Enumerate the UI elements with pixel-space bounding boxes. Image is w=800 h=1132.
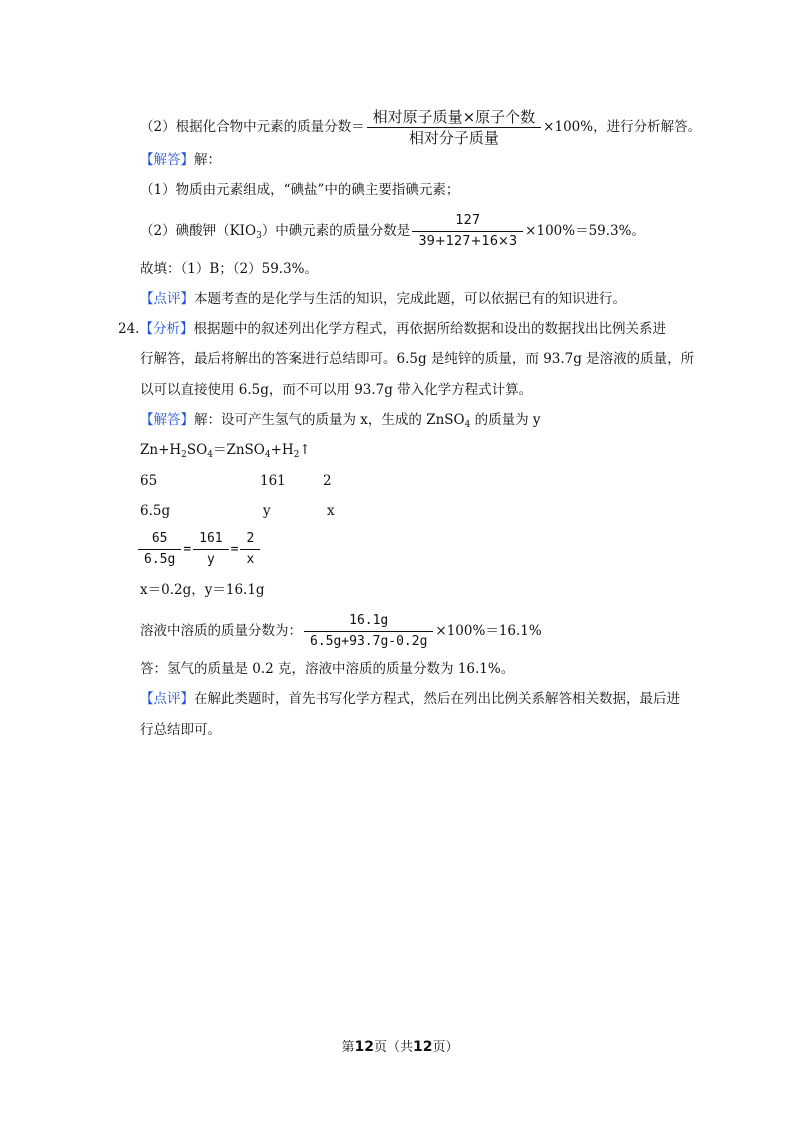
eq-sub: 4 xyxy=(264,450,271,460)
footer-text: 页（共 xyxy=(373,1040,413,1055)
mass-fraction-formula xyxy=(367,108,542,147)
analysis-tag: 【分析】 xyxy=(139,321,194,337)
chemical-equation xyxy=(140,441,311,459)
final-answer: 答：氢气的质量是 0.2 克，溶液中溶质的质量分数为 16.1%。 xyxy=(140,661,515,677)
solute-fraction-line xyxy=(140,612,542,651)
comment-2-line-1 xyxy=(140,690,680,708)
answer-header-2 xyxy=(140,411,541,429)
eq-part: ↑ xyxy=(299,442,311,458)
ratio-2-den: y xyxy=(206,552,215,567)
total-pages: 12 xyxy=(413,1039,433,1055)
answer-1-part-2 xyxy=(140,212,645,251)
question-number: 24. xyxy=(118,321,140,337)
q24-analysis-line-2: 行解答，最后将解出的答案进行总结即可。6.5g 是纯锌的质量，而 93.7g 是溶液的质量，所 xyxy=(140,351,695,367)
result-line: x＝0.2g，y＝16.1g xyxy=(140,582,265,598)
analysis-text-1: 根据题中的叙述列出化学方程式，再依据所给数据和设出的数据找出比例关系进 xyxy=(193,321,666,337)
page-footer xyxy=(0,1036,800,1055)
solute-denominator: 6.5g+93.7g-0.2g xyxy=(310,634,428,649)
answer-text: 解： xyxy=(194,152,221,168)
solute-result: ×100%＝16.1% xyxy=(435,623,542,639)
kio3-text: （2）碘酸钾（KIO xyxy=(140,223,257,239)
answer-1-fill: 故填：（1）B；（2）59.3%。 xyxy=(140,261,318,277)
q24-analysis-line-3: 以可以直接使用 6.5g，而不可以用 93.7g 带入化学方程式计算。 xyxy=(140,382,533,398)
iodine-fraction-label: ）中碘元素的质量分数是 xyxy=(261,223,411,239)
iodine-fraction-result: ×100%＝59.3%。 xyxy=(525,223,645,239)
given-mass-c1: 6.5g xyxy=(140,503,171,519)
answer-header-1 xyxy=(140,151,221,169)
equals-sign: = xyxy=(230,542,239,557)
ratio-2-num: 161 xyxy=(193,530,228,550)
answer-tag: 【解答】 xyxy=(140,152,194,168)
iodine-fraction-numerator: 127 xyxy=(412,212,523,232)
formula-suffix: ×100%，进行分析解答。 xyxy=(543,119,702,135)
solute-prefix: 溶液中溶质的质量分数为： xyxy=(140,623,302,639)
formula-mass-fraction-line xyxy=(140,108,701,147)
ratio-fraction-3 xyxy=(240,530,260,569)
ratio-3-den: x xyxy=(246,552,255,567)
answer-tag: 【解答】 xyxy=(140,412,194,428)
answer-2-text: 解：设可产生氢气的质量为 x，生成的 ZnSO xyxy=(194,412,465,428)
eq-sub: 2 xyxy=(181,450,187,460)
answer-1-part-1: （1）物质由元素组成，“碘盐”中的碘主要指碘元素； xyxy=(140,182,460,198)
proportion xyxy=(136,530,262,569)
eq-sub: 2 xyxy=(293,450,300,460)
eq-part: Zn+H xyxy=(140,442,182,458)
comment-2-line-2: 行总结即可。 xyxy=(140,722,221,738)
formula-denominator: 相对分子质量 xyxy=(408,129,499,147)
comment-1 xyxy=(140,290,626,308)
iodine-fraction xyxy=(412,212,523,251)
ratio-fraction-1 xyxy=(138,530,181,569)
iodine-fraction-denominator: 39+127+16×3 xyxy=(418,234,518,249)
ratio-1-den: 6.5g xyxy=(144,552,176,567)
comment-2-text: 在解此类题时，首先书写化学方程式，然后在列出比例关系解答相关数据，最后进 xyxy=(194,691,680,707)
znso4-subscript: 4 xyxy=(464,420,471,430)
eq-sub: 4 xyxy=(207,450,213,460)
ratio-1-num: 65 xyxy=(138,530,181,550)
equals-sign: = xyxy=(183,542,192,557)
formula-numerator: 相对原子质量×原子个数 xyxy=(367,108,542,128)
ratio-3-num: 2 xyxy=(240,530,260,550)
comment-text: 本题考查的是化学与生活的知识，完成此题，可以依据已有的知识进行。 xyxy=(194,291,626,307)
eq-part: SO xyxy=(186,442,208,458)
eq-part: ＝ZnSO xyxy=(212,442,265,458)
q24-analysis-line-1 xyxy=(118,320,666,338)
footer-text: 页） xyxy=(432,1040,459,1055)
footer-text: 第 xyxy=(341,1040,355,1055)
relative-mass-c1: 65 xyxy=(140,473,158,489)
formula-prefix: （2）根据化合物中元素的质量分数＝ xyxy=(140,119,365,135)
eq-part: +H xyxy=(270,442,294,458)
comment-tag: 【点评】 xyxy=(140,691,194,707)
kio3-subscript: 3 xyxy=(256,231,262,241)
relative-mass-c3: 2 xyxy=(323,473,332,489)
given-mass-c2: y xyxy=(263,503,271,519)
comment-tag: 【点评】 xyxy=(140,291,194,307)
solute-numerator: 16.1g xyxy=(304,612,433,632)
answer-2-text-end: 的质量为 y xyxy=(470,412,541,428)
ratio-fraction-2 xyxy=(193,530,228,569)
solute-fraction xyxy=(304,612,433,651)
page-number: 12 xyxy=(354,1039,374,1055)
given-mass-c3: x xyxy=(327,503,335,519)
relative-mass-c2: 161 xyxy=(260,473,286,489)
